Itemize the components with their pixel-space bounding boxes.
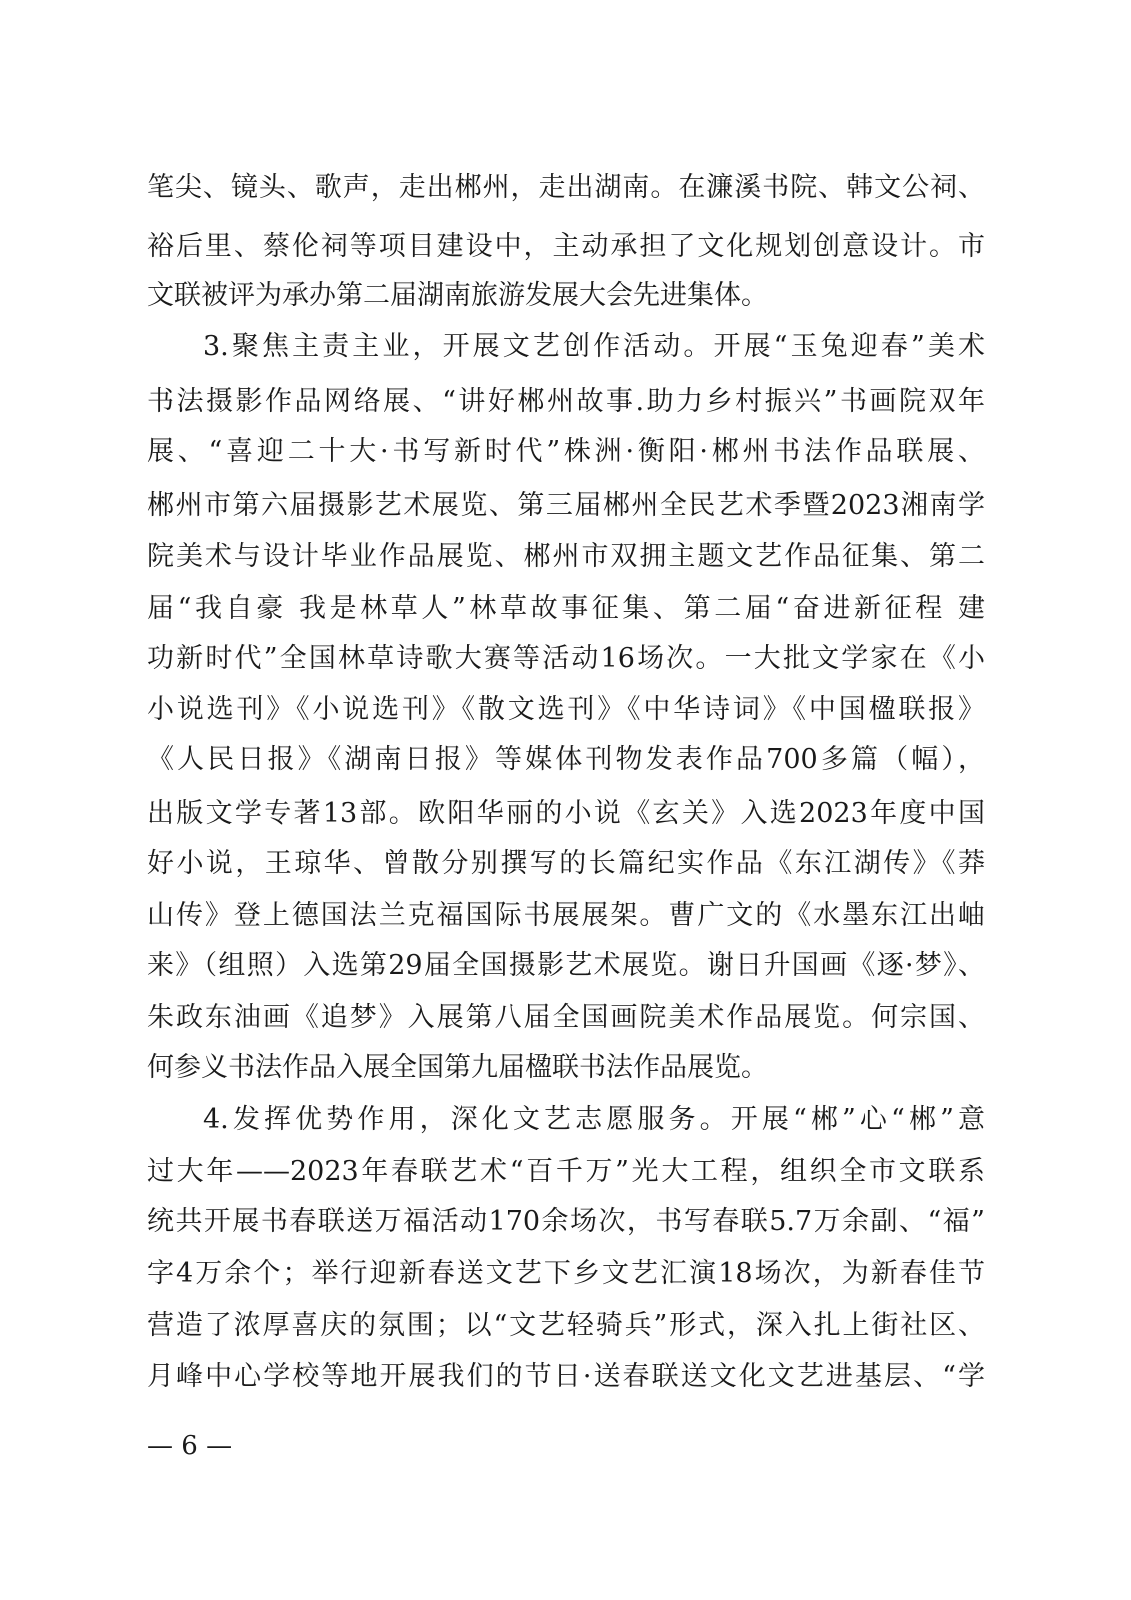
text-line: 月峰中心学校等地开展我们的节日·送春联送文化文艺进基层、“学: [147, 1361, 985, 1392]
text-line: 裕后里、蔡伦祠等项目建设中，主动承担了文化规划创意设计。市: [147, 231, 985, 262]
text-line: 过大年——2023年春联艺术“百千万”光大工程，组织全市文联系: [147, 1156, 985, 1187]
text-line: 文联被评为承办第二届湖南旅游发展大会先进集体。: [147, 280, 768, 311]
text-line: 来》（组照）入选第29届全国摄影艺术展览。谢日升国画《逐·梦》、: [147, 950, 985, 981]
text-line: 展、“喜迎二十大·书写新时代”株洲·衡阳·郴州书法作品联展、: [147, 436, 985, 467]
text-line: 字4万余个；举行迎新春送文艺下乡文艺汇演18场次，为新春佳节: [147, 1258, 985, 1289]
paragraph-start-line: 3.聚焦主责主业，开展文艺创作活动。开展“玉兔迎春”美术: [203, 331, 985, 362]
text-line: 《人民日报》《湖南日报》等媒体刊物发表作品700多篇（幅），: [147, 744, 985, 775]
text-line: 统共开展书春联送万福活动170余场次，书写春联5.7万余副、“福”: [147, 1206, 985, 1237]
text-line: 院美术与设计毕业作品展览、郴州市双拥主题文艺作品征集、第二: [147, 541, 985, 572]
text-line: 好小说，王琼华、曾散分别撰写的长篇纪实作品《东江湖传》《莽: [147, 848, 985, 879]
text-line: 郴州市第六届摄影艺术展览、第三届郴州全民艺术季暨2023湘南学: [147, 490, 985, 521]
text-line: 何参义书法作品入展全国第九届楹联书法作品展览。: [147, 1052, 768, 1083]
text-line: 山传》登上德国法兰克福国际书展展架。曹广文的《水墨东江出岫: [147, 900, 985, 931]
text-line: 营造了浓厚喜庆的氛围；以“文艺轻骑兵”形式，深入扎上街社区、: [147, 1310, 985, 1341]
paragraph-start-line: 4.发挥优势作用，深化文艺志愿服务。开展“郴”心“郴”意: [203, 1104, 985, 1135]
text-line: 朱政东油画《追梦》入展第八届全国画院美术作品展览。何宗国、: [147, 1002, 985, 1033]
text-line: 出版文学专著13部。欧阳华丽的小说《玄关》入选2023年度中国: [147, 798, 985, 829]
text-line: 笔尖、镜头、歌声，走出郴州，走出湖南。在濂溪书院、韩文公祠、: [147, 172, 985, 203]
text-line: 小说选刊》《小说选刊》《散文选刊》《中华诗词》《中国楹联报》: [147, 694, 985, 725]
text-line: 功新时代”全国林草诗歌大赛等活动16场次。一大批文学家在《小: [147, 643, 985, 674]
text-line: 书法摄影作品网络展、“讲好郴州故事.助力乡村振兴”书画院双年: [147, 386, 985, 417]
text-line: 届“我自豪 我是林草人”林草故事征集、第二届“奋进新征程 建: [147, 593, 985, 624]
page-number: — 6 —: [147, 1431, 233, 1461]
